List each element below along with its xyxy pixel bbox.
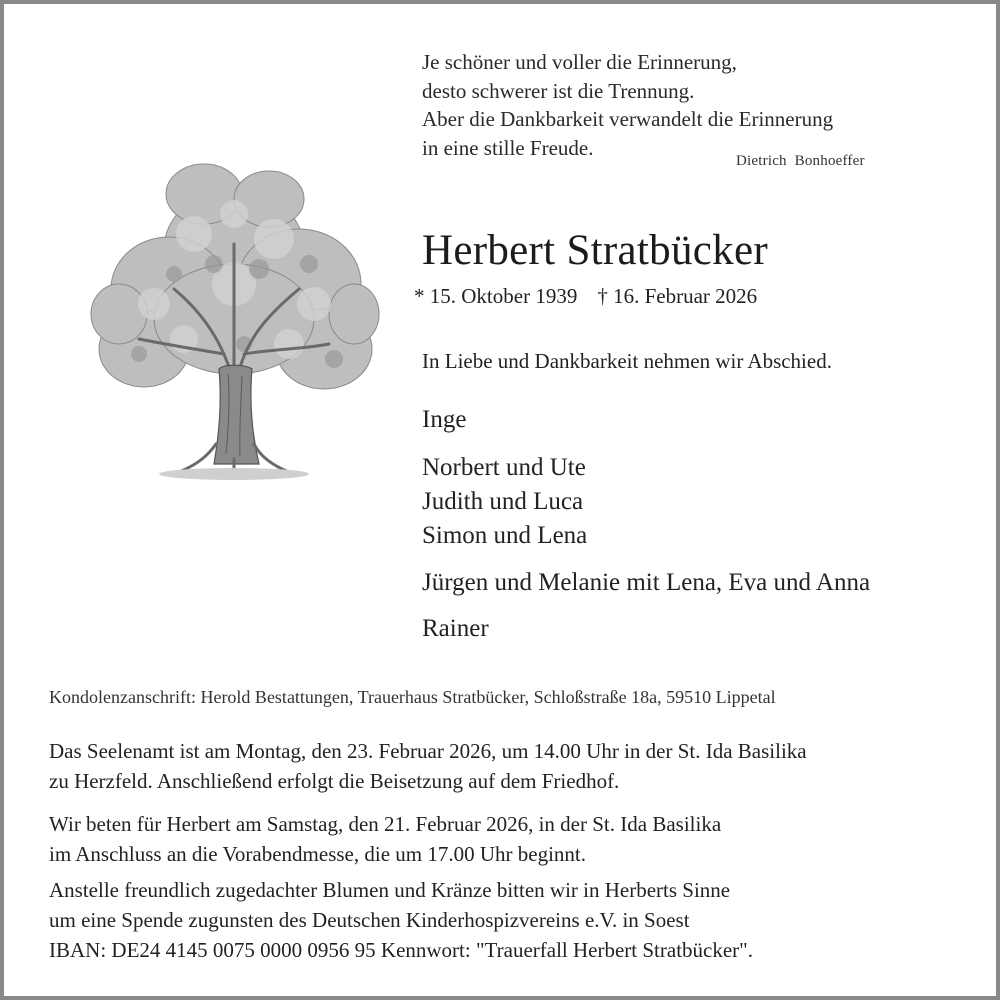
family-member: Norbert und Ute — [422, 454, 586, 481]
family-member: Rainer — [422, 615, 489, 642]
quote-line: desto schwerer ist die Trennung. — [422, 78, 695, 103]
quote-author: Dietrich Bonhoeffer — [736, 153, 865, 169]
quote-line: Je schöner und voller die Erinnerung, — [422, 50, 737, 74]
paragraph-line: Anstelle freundlich zugedachter Blumen und Kränze bitten wir in Herberts Sinne — [49, 878, 731, 902]
donation-paragraph — [49, 875, 969, 965]
family-member: Simon und Lena — [422, 522, 588, 549]
family-member: Jürgen und Melanie mit Lena, Eva und Anna — [422, 569, 871, 596]
deceased-name: Herbert Stratbücker — [422, 227, 768, 274]
family-member: Judith und Luca — [422, 488, 584, 515]
paragraph-line: zu Herzfeld. Anschließend erfolgt die Beisetzung auf dem Friedhof. — [49, 769, 620, 793]
farewell-text: In Liebe und Dankbarkeit nehmen wir Abschied. — [422, 349, 832, 373]
death-date: † 16. Februar 2026 — [597, 284, 758, 308]
life-dates — [414, 284, 757, 309]
quote-line: Aber die Dankbarkeit verwandelt die Erinnerung — [422, 107, 834, 131]
paragraph-line: Das Seelenamt ist am Montag, den 23. Februar 2026, um 14.00 Uhr in der St. Ida Basilika — [49, 739, 807, 763]
tree-icon — [84, 154, 384, 484]
birth-date: * 15. Oktober 1939 — [414, 284, 578, 308]
requiem-paragraph — [49, 736, 969, 796]
quote — [422, 48, 912, 162]
paragraph-line: um eine Spende zugunsten des Deutschen Kinderhospizvereins e.V. in Soest — [49, 908, 690, 932]
condolence-address: Kondolenzanschrift: Herold Bestattungen, Trauerhaus Stratbücker, Schloßstraße 18a, 59510 Lippetal — [49, 687, 776, 707]
family-member: Inge — [422, 406, 467, 433]
paragraph-line: Wir beten für Herbert am Samstag, den 21. Februar 2026, in der St. Ida Basilika — [49, 812, 722, 836]
paragraph-line: im Anschluss an die Vorabendmesse, die um 17.00 Uhr beginnt. — [49, 842, 586, 866]
prayer-paragraph — [49, 809, 969, 869]
quote-line: in eine stille Freude. — [422, 135, 594, 160]
paragraph-line: IBAN: DE24 4145 0075 0000 0956 95 Kennwort: "Trauerfall Herbert Stratbücker". — [49, 938, 753, 962]
